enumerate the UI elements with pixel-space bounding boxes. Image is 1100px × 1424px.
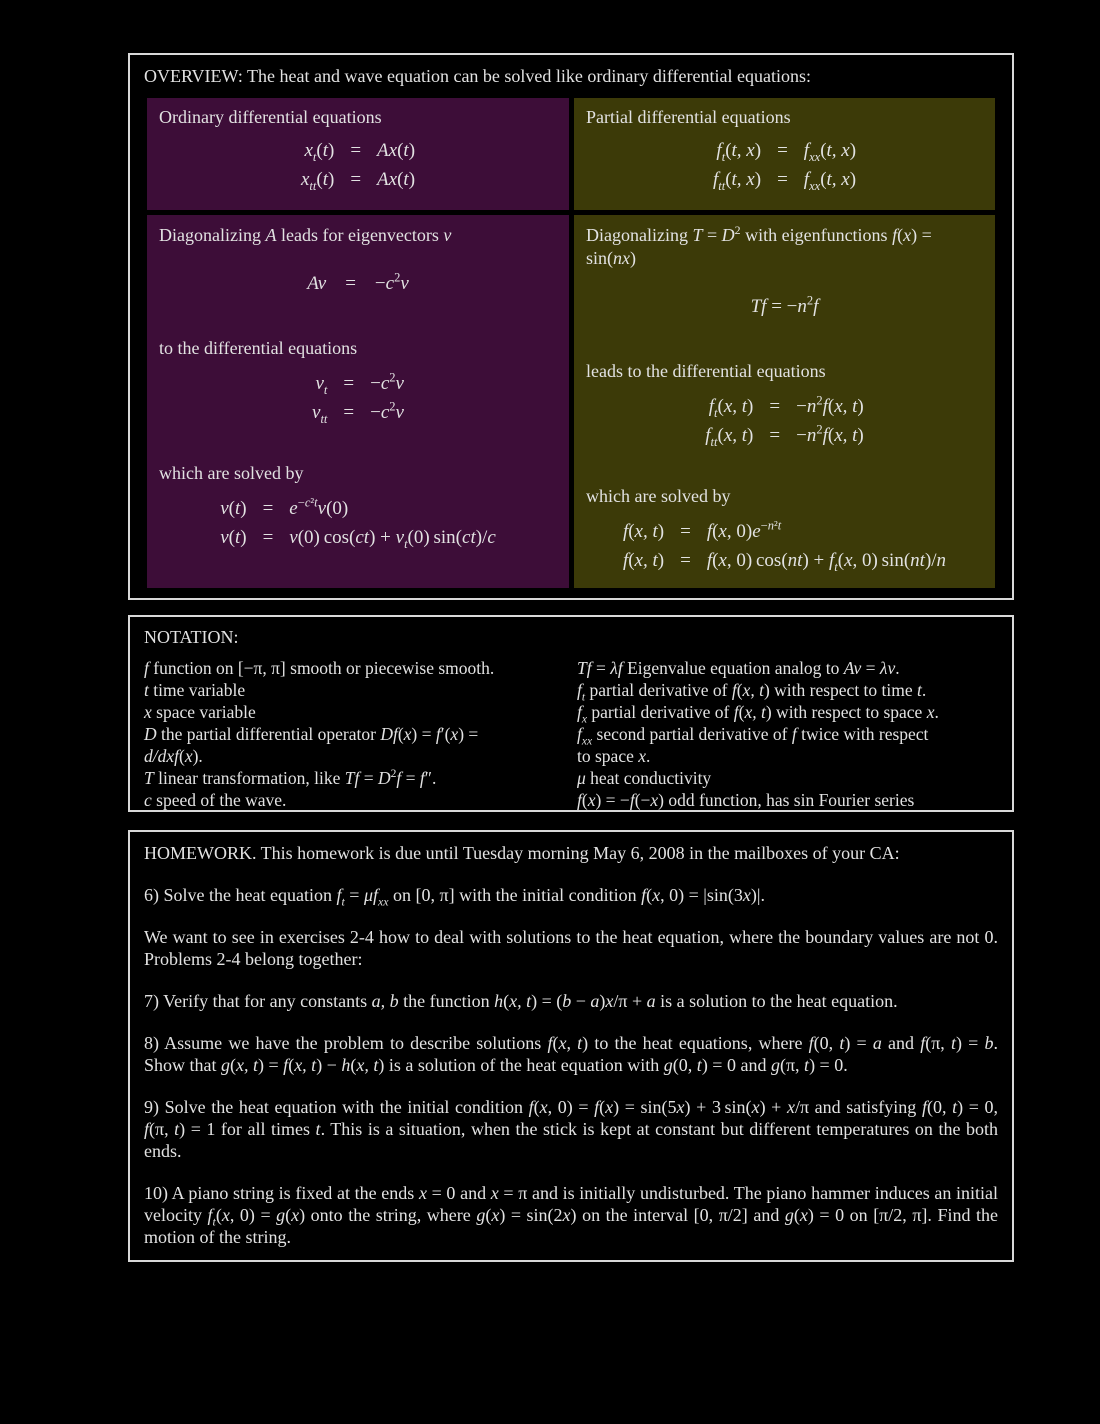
equation-lhs: f(x, t) — [622, 521, 665, 542]
equation-lhs: v(t) — [220, 498, 247, 519]
notation-line: Tf = λf Eigenvalue equation analog to Av = λv. — [577, 658, 900, 678]
equation-rhs: f(x, 0) $\cos(nt) + f_t(x$, 0) sin(nt)/n — [706, 550, 947, 574]
ode-eigen-equation: Av = $-c^2v$ — [307, 270, 409, 294]
ode-solution-equations — [159, 494, 557, 552]
pde-panel-header: Partial differential equations — [586, 107, 791, 127]
equals-sign: = — [769, 425, 781, 446]
notation-line: D the partial differential operator Df(x) = f′(x) = — [144, 724, 479, 744]
equation-lhs: $v_t$ — [315, 373, 328, 397]
notation-line: f function on [−π, π] smooth or piecewise smooth. — [144, 658, 495, 678]
overview-box — [128, 53, 1014, 600]
notation-line: T linear transformation, like $Tf = D^2f = f''$. — [144, 768, 437, 788]
equals-sign: = — [262, 498, 274, 519]
ode-panel — [147, 98, 569, 588]
equation-lhs: $f_t(t$, x) — [716, 140, 762, 164]
notation-right-column — [569, 657, 998, 811]
pde-top-equations — [586, 136, 983, 194]
overview-title: OVERVIEW: The heat and wave equation can be solved like ordinary differential equations: — [144, 66, 812, 86]
notation-line: x space variable — [144, 702, 256, 722]
homework-problem-10: 10) A piano string is fixed at the ends x = 0 and x = π and is initially undisturbed. The piano hammer induces an initial velocity $f_t(x$, 0) = g(x) onto the string, where g(x) = sin(2x) on the interval [0, π/2] and g(x) = 0 on [π/2, π]. Find the motion of the string. — [144, 1183, 999, 1247]
equation-lhs: v(t) — [220, 527, 247, 548]
notation-columns — [144, 657, 998, 811]
pde-panel-body-box — [574, 215, 995, 588]
overview-panels — [147, 98, 995, 588]
equation-lhs: $f_{tt}(x$, t) — [705, 425, 754, 449]
notation-line: t time variable — [144, 680, 246, 700]
homework-problem-8: 8) Assume we have the problem to describe solutions f(x, t) to the heat equations, where f(0, t) = a and f(π, t) = b. Show that g(x, t) = f(x, t) − h(x, t) is a solution of the heat equation with g(0, t) = 0 and g(π, t) = 0. — [144, 1033, 998, 1075]
ode-panel-header: Ordinary differential equations — [159, 107, 382, 127]
ode-diff-equations — [159, 369, 557, 427]
equation-rhs: v(0) $\cos(ct) + v_t(0)$ sin(ct)/c — [289, 527, 496, 551]
equals-sign: = — [350, 169, 362, 190]
homework-box — [128, 830, 1014, 1262]
pde-solved-text: which are solved by — [586, 486, 731, 506]
ode-diagonalizing-text: Diagonalizing A leads for eigenvectors v⃗ — [159, 225, 466, 245]
pde-solution-equations — [586, 517, 983, 575]
equation-lhs: f(x, t) — [622, 550, 665, 571]
equals-sign: = — [680, 521, 691, 542]
equation-rhs: f(x, $0)e^{-n^2t}$ — [706, 518, 782, 542]
pde-panel-header-box — [574, 98, 995, 210]
notation-line: to space x. — [577, 746, 651, 766]
ode-top-equations — [159, 136, 557, 194]
pde-diagonalizing-text: Diagonalizing $T = D^2$ with eigenfunctions f(x) = sin(nx) — [586, 223, 932, 268]
ode-panel-body-box — [147, 215, 569, 588]
equation-rhs: $-c^2v$ — [370, 399, 404, 423]
equation-rhs: Ax(t) — [377, 140, 416, 161]
equals-sign: = — [680, 550, 691, 571]
notation-line: μ heat conductivity — [577, 768, 712, 788]
equation-lhs: $f_t(x$, t) — [708, 396, 754, 420]
equals-sign: = — [350, 140, 362, 161]
pde-diff-equations — [586, 392, 983, 450]
ode-solved-text: which are solved by — [159, 463, 304, 483]
homework-problem-6: 6) Solve the heat equation $f_t = \mu f_{xx}$ on [0, π] with the initial condition f(x, 0) = |sin(3x)|. — [144, 885, 765, 909]
notation-line: c speed of the wave. — [144, 790, 287, 810]
equation-rhs: $f_{xx}(t$, x) — [803, 169, 857, 193]
equals-sign: = — [777, 140, 788, 161]
equation-rhs: $f_{xx}(t$, x) — [803, 140, 857, 164]
equation-rhs: $-n^2f(x$, t) — [796, 422, 864, 446]
notation-title: NOTATION: — [144, 627, 239, 647]
homework-problem-7: 7) Verify that for any constants a, b the function h(x, t) = (b − a)x/π + a is a solution to the heat equation. — [144, 991, 898, 1011]
equation-lhs: $x_t(t)$ — [304, 140, 335, 164]
pde-lead-text: leads to the differential equations — [586, 361, 826, 381]
equals-sign: = — [343, 373, 355, 394]
equation-lhs: $f_{tt}(t$, x) — [712, 169, 762, 193]
equation-lhs: $x_{tt}(t)$ — [300, 169, 335, 193]
equals-sign: = — [777, 169, 788, 190]
pde-panel — [574, 98, 995, 588]
ode-lead-text: to the differential equations — [159, 338, 358, 358]
equation-rhs: $e^{-c^2t}v(0)$ — [289, 495, 349, 519]
equation-rhs: Ax(t) — [377, 169, 416, 190]
notation-box — [128, 615, 1014, 812]
notation-line: $f_x$ partial derivative of f(x, t) with respect to space x. — [577, 702, 939, 726]
pde-eigen-equation: $Tf = -n^2f$ — [750, 293, 819, 317]
equation-rhs: $-c^2v$ — [370, 370, 404, 394]
notation-line: $f_t$ partial derivative of f(x, t) with respect to time t. — [577, 680, 927, 704]
equals-sign: = — [262, 527, 274, 548]
equals-sign: = — [769, 396, 781, 417]
homework-header: HOMEWORK. This homework is due until Tuesday morning May 6, 2008 in the mailboxes of your CA: — [144, 843, 900, 863]
notation-line: f(x) = −f(−x) odd function, has sin Fourier series — [577, 790, 915, 810]
notation-line: $f_{xx}$ second partial derivative of f twice with respect — [577, 724, 929, 748]
notation-line: d/dxf(x). — [144, 746, 203, 766]
equation-lhs: $v_{tt}$ — [312, 402, 328, 426]
equation-rhs: $-n^2f(x$, t) — [796, 393, 864, 417]
equals-sign: = — [343, 402, 355, 423]
ode-panel-header-box — [147, 98, 569, 210]
homework-problem-9: 9) Solve the heat equation with the initial condition f(x, 0) = f(x) = sin(5x) + 3 sin(x) + x/π and satisfying f(0, t) = 0, f(π, t) = 1 for all times t. This is a situation, when the stick is kept at constant but different temperatures on the both ends. — [144, 1097, 998, 1161]
notation-left-column — [144, 657, 569, 811]
homework-intro-paragraph: We want to see in exercises 2-4 how to deal with solutions to the heat equation, where the boundary values are not 0. Problems 2-4 belong together: — [144, 927, 998, 969]
